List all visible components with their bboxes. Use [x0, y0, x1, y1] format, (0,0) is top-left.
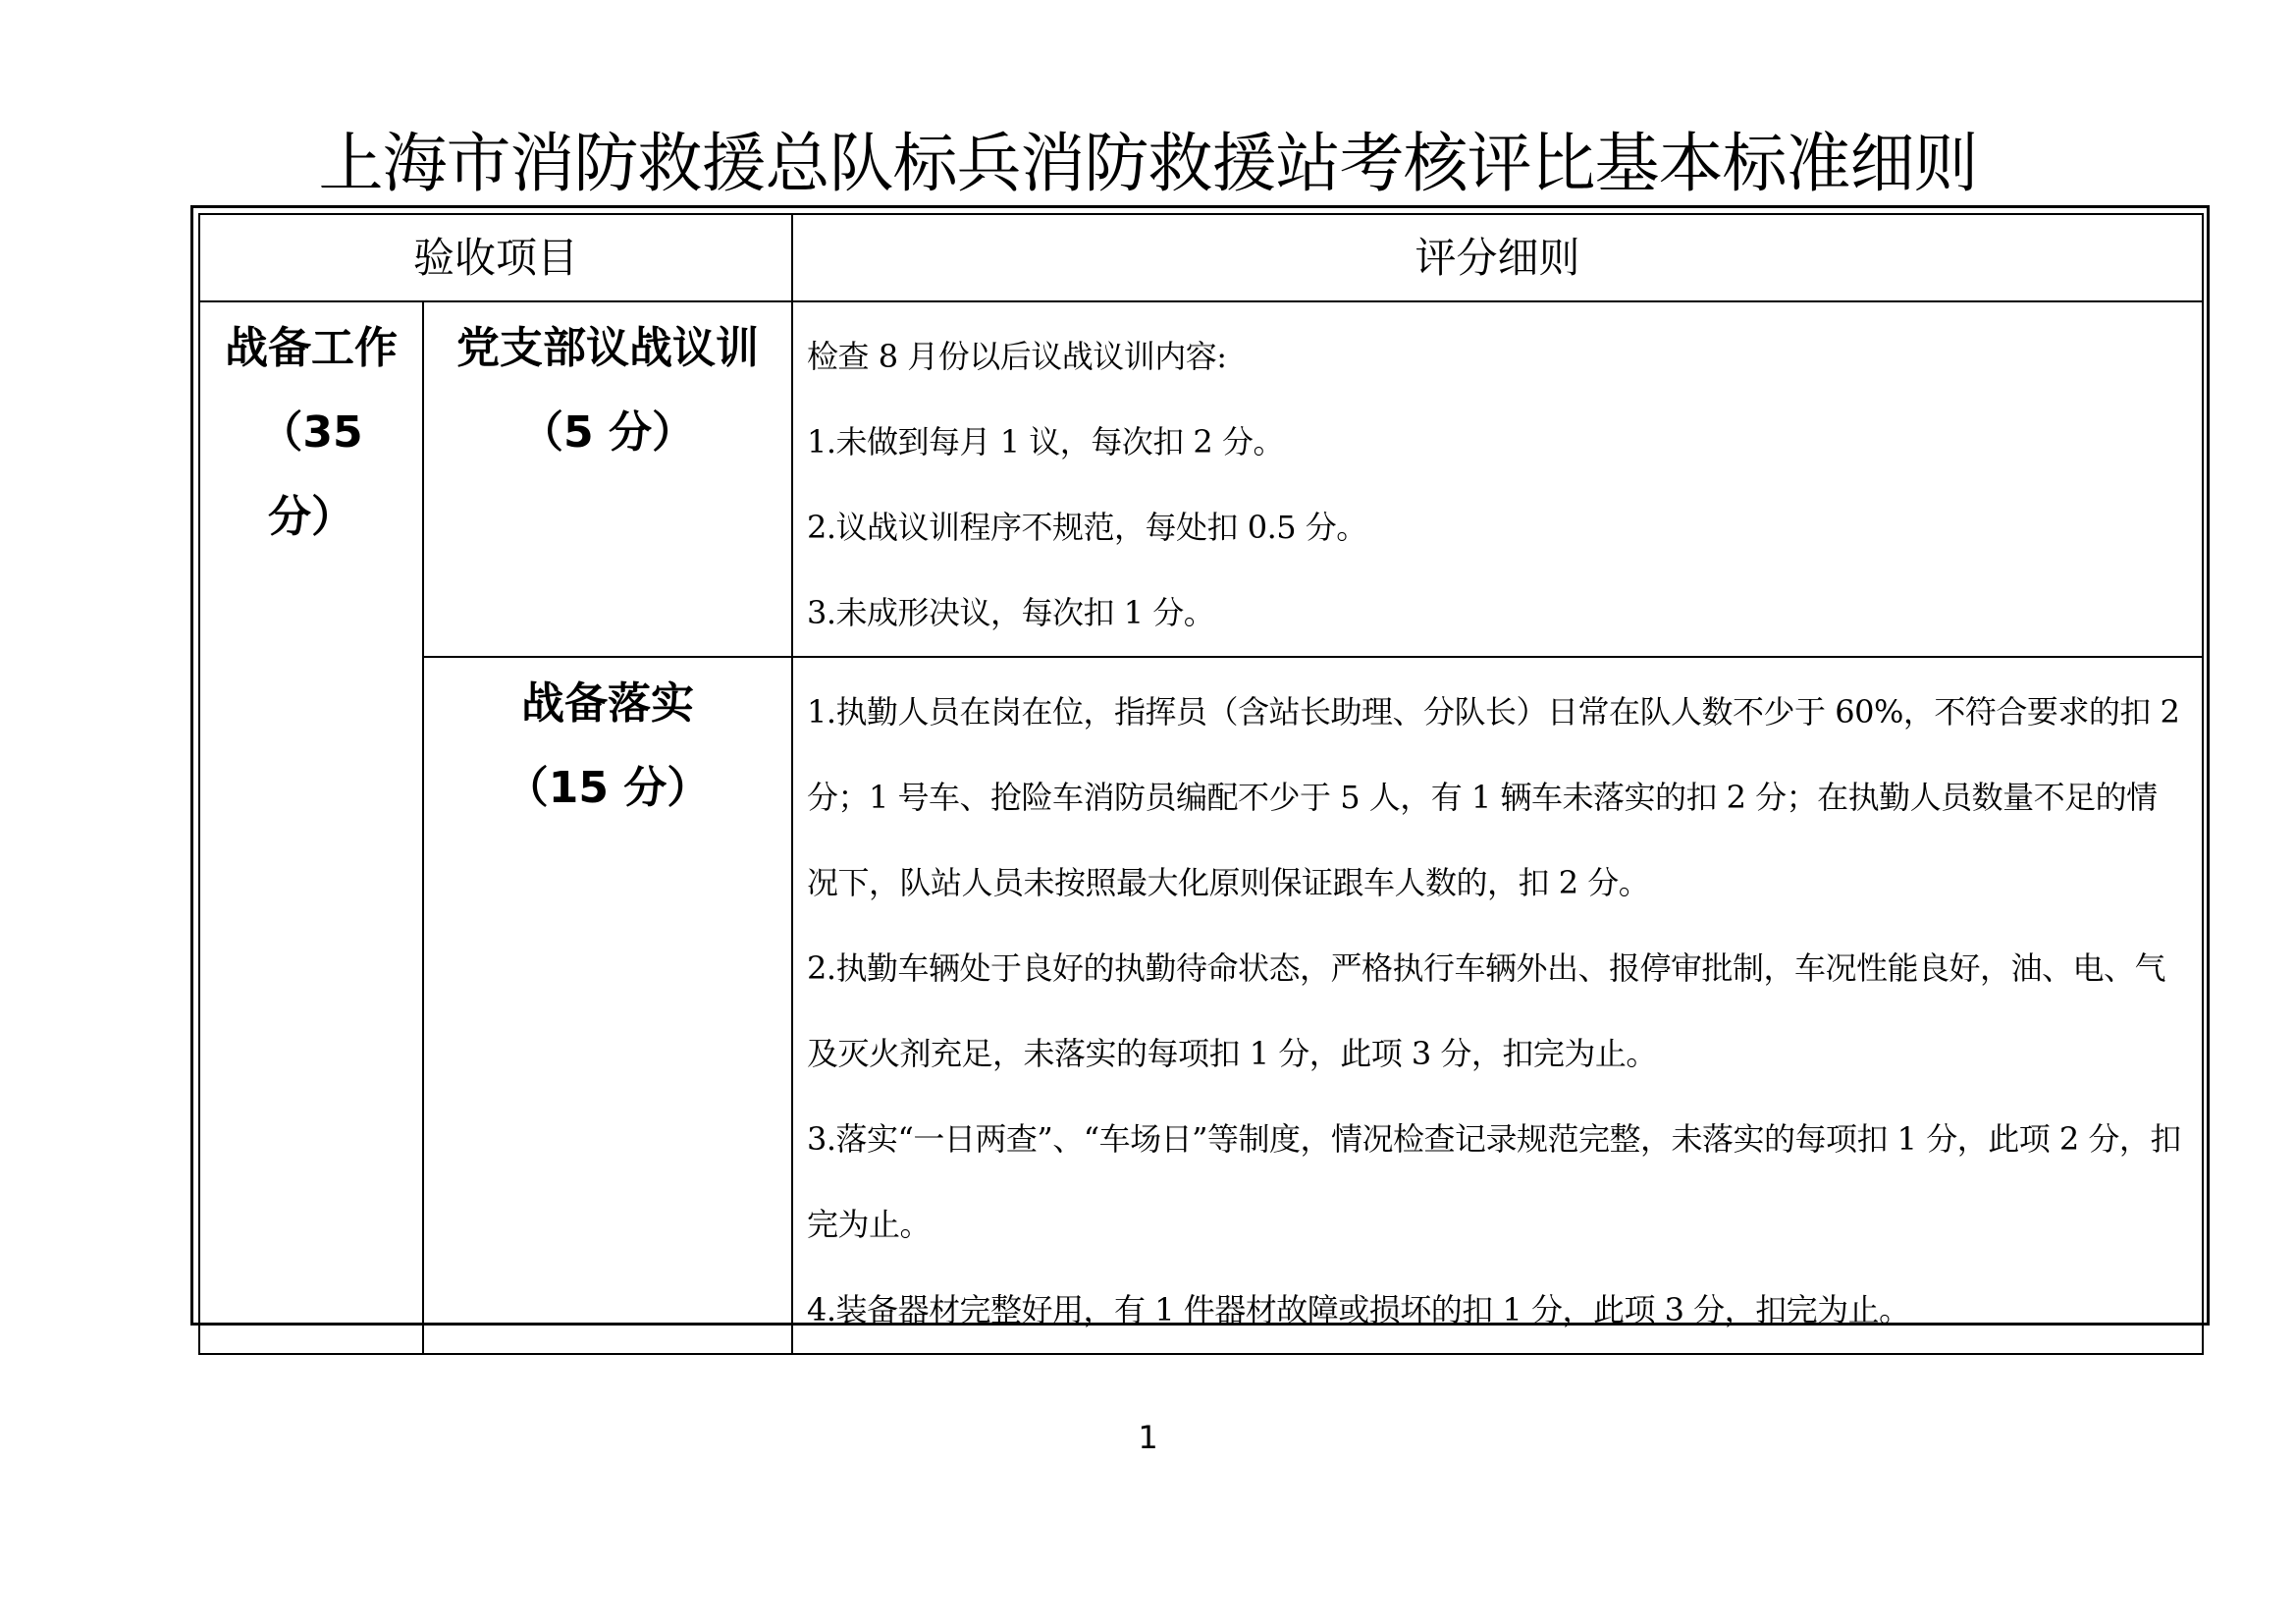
subitem-cell [423, 301, 792, 657]
detail-item: 2.执勤车辆处于良好的执勤待命状态，严格执行车辆外出、报停审批制，车况性能良好，油、电、气及灭火剂充足，未落实的每项扣 1 分，此项 3 分，扣完为止。 [807, 949, 2166, 1072]
page-number: 1 [1138, 1419, 1158, 1456]
detail-item: 3.落实“一日两查”、“车场日”等制度，情况检查记录规范完整，未落实的每项扣 1 分，此项 2 分，扣完为止。 [807, 1120, 2181, 1243]
category-label-line: （35 [259, 407, 363, 458]
detail-item: 1.执勤人员在岗在位，指挥员（含站长助理、分队长）日常在队人数不少于 60%，不符合要求的扣 2 分；1 号车、抢险车消防员编配不少于 5 人，有 1 辆车未落实的扣 2 分；在执勤人员数量不足的情况下，队站人员未按照最大化原则保证跟车人数的，扣 2 分。 [807, 693, 2180, 901]
header-detail: 评分细则 [792, 214, 2203, 301]
category-label-line: 战备工作 [225, 323, 398, 373]
detail-item: 3.未成形决议，每次扣 1 分。 [807, 594, 1215, 631]
detail-cell [792, 301, 2203, 657]
detail-item: 2.议战议训程序不规范，每处扣 0.5 分。 [807, 509, 1367, 546]
detail-item: 4.装备器材完整好用，有 1 件器材故障或损坏的扣 1 分，此项 3 分，扣完为止。 [807, 1291, 1910, 1328]
subitem-cell [423, 657, 792, 1354]
detail-item: 检查 8 月份以后议战议训内容: [807, 338, 1227, 375]
detail-item: 1.未做到每月 1 议，每次扣 2 分。 [807, 423, 1284, 460]
subitem-label: 战备落实 [521, 678, 694, 729]
criteria-table [198, 213, 2204, 1355]
table-row [199, 301, 2203, 657]
subitem-score: （5 分） [520, 407, 695, 458]
table-header-row [199, 214, 2203, 301]
criteria-table-frame [190, 205, 2210, 1326]
table-row [199, 657, 2203, 1354]
category-label-line: 分） [268, 492, 354, 542]
page-title: 上海市消防救援总队标兵消防救援站考核评比基本标准细则 [318, 126, 1978, 201]
subitem-label: 党支部议战议训 [456, 323, 759, 373]
header-item: 验收项目 [199, 214, 792, 301]
detail-cell [792, 657, 2203, 1354]
category-cell [199, 301, 423, 1354]
subitem-score: （15 分） [505, 763, 711, 813]
